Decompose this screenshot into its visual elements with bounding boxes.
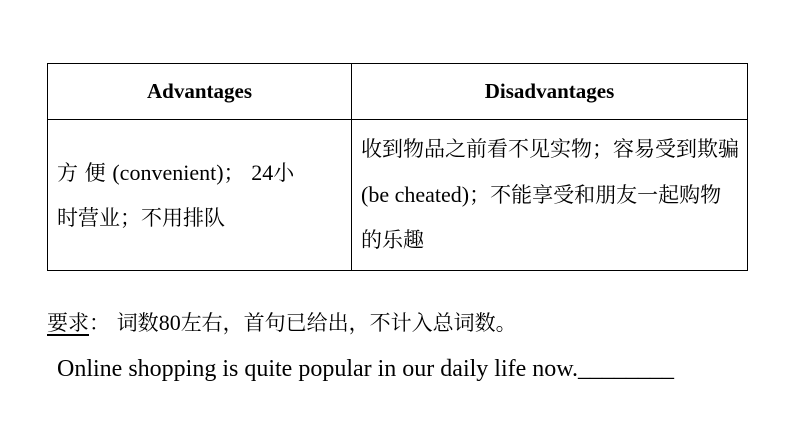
dis-english-term: (be cheated) (361, 182, 470, 207)
requirement-label: 要求 (47, 311, 89, 335)
adv-hours-number: 24 (251, 159, 274, 185)
advantages-cell (48, 120, 352, 271)
adv-text-part: 小 (273, 160, 295, 185)
adv-english-term: (convenient) (112, 159, 224, 185)
word-count: 80 (158, 310, 181, 335)
requirement-colon: ： (89, 311, 117, 335)
first-sentence: Online shopping is quite popular in our daily life now.________ (57, 356, 675, 382)
advantages-disadvantages-table (47, 63, 748, 271)
table-header-row (48, 64, 748, 120)
writing-requirement (47, 307, 517, 337)
advantages-header: Advantages (48, 64, 352, 120)
adv-text-part: 方 便 (57, 160, 113, 185)
advantages-text (48, 150, 351, 241)
requirement-text: 左右，首句已给出，不计入总词数。 (180, 311, 517, 335)
disadvantages-header: Disadvantages (352, 64, 748, 120)
requirement-text: 词数 (116, 311, 159, 335)
table-body-row (48, 120, 748, 271)
dis-text-part: ；不能享受和朋友一起购物的乐趣 (361, 183, 722, 252)
dis-text-part: 收到物品之前看不见实物；容易受到欺骗 (361, 137, 739, 161)
adv-text-part: ； (223, 160, 252, 185)
adv-text-part: 时营业；不用排队 (57, 205, 225, 230)
disadvantages-cell (352, 120, 748, 271)
disadvantages-text (352, 127, 747, 263)
